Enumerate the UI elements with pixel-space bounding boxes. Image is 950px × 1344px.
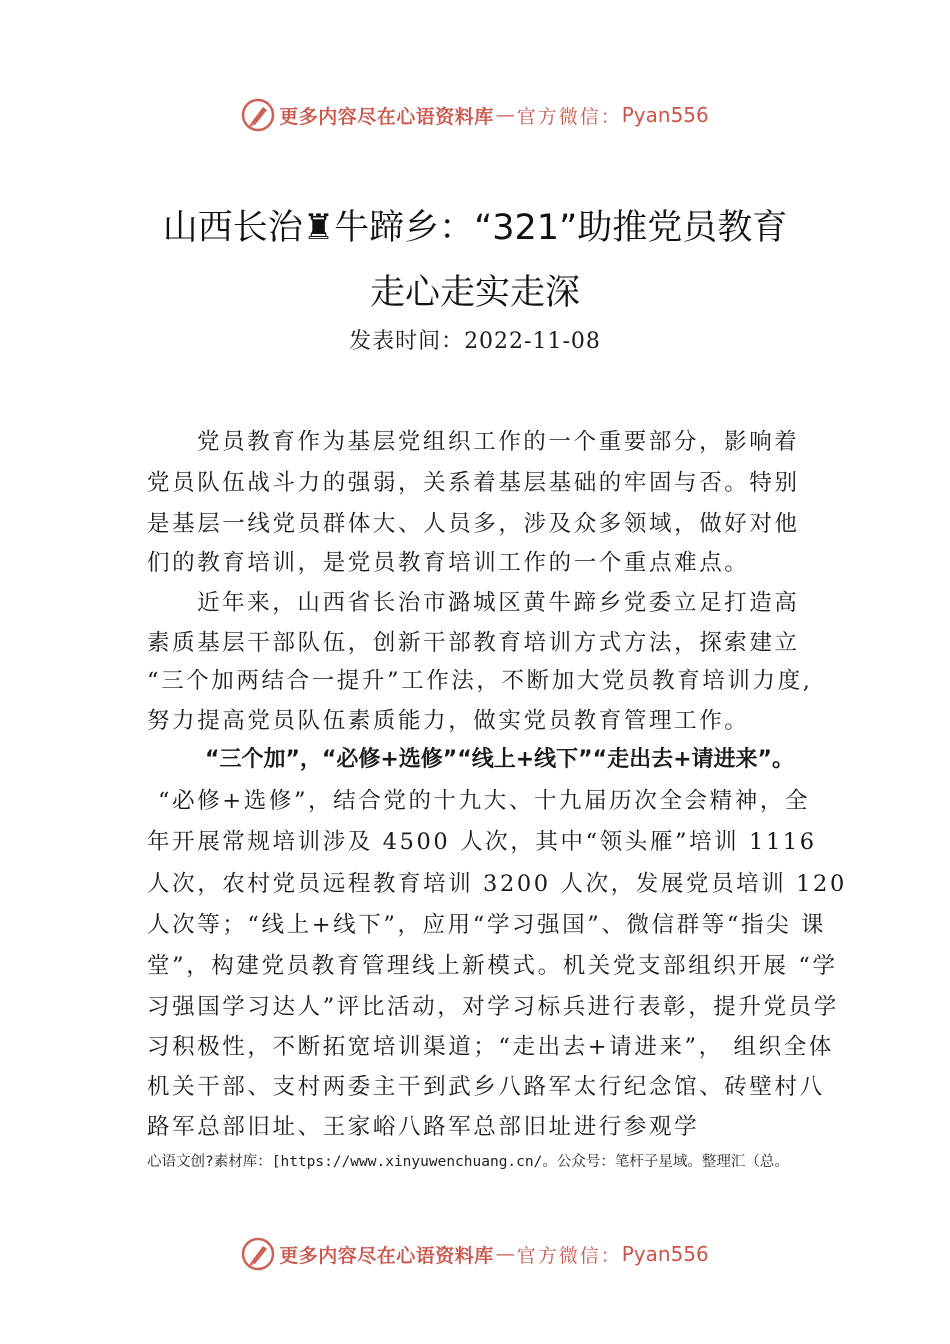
watermark-sub-text: 官方微信： <box>516 1244 622 1267</box>
watermark-main-text: 更多内容尽在心语资料库 <box>279 1244 494 1267</box>
body-line: 是基层一线党员群体大、人员多，涉及众多领域，做好对他 <box>147 511 800 537</box>
section-heading: “三个加”，“必修+选修”“线上+线下”“走出去+请进来”。 <box>205 747 794 772</box>
watermark-wechat-id: Pyan556 <box>621 103 709 127</box>
body-line: 近年来，山西省长治市潞城区黄牛蹄乡党委立足打造高 <box>197 590 800 616</box>
body-line: 机关干部、支村两委主干到武乡八路军太行纪念馆、砖壁村八 <box>147 1074 825 1100</box>
body-line: “必修+选修”，结合党的十九大、十九届历次全会精神，全 <box>158 788 811 814</box>
watermark-banner-bottom <box>0 1234 950 1274</box>
body-line: 习积极性，不断拓宽培训渠道；“走出去+请进来”， 组织全体 <box>147 1034 834 1060</box>
watermark-main-text: 更多内容尽在心语资料库 <box>279 105 494 128</box>
source-footnote: 心语文创?素材库：[https://www.xinyuwenchuang.cn/。公众号：笔杆子星域。整理汇（总。 <box>147 1154 789 1170</box>
document-title-line2: 走心走实走深 <box>369 273 580 313</box>
watermark-dash: — <box>495 104 515 126</box>
publish-date: 发表时间：2022-11-08 <box>349 329 601 354</box>
body-line: 们的教育培训，是党员教育培训工作的一个重点难点。 <box>147 550 750 576</box>
body-line: 年开展常规培训涉及 4500 人次，其中“领头雁”培训 1116 <box>147 829 817 855</box>
document-title-line1: 山西长治♜牛蹄乡：“321”助推党员教育 <box>162 208 788 248</box>
body-line: 路军总部旧址、王家峪八路军总部旧址进行参观学 <box>147 1114 700 1140</box>
body-line: 人次，农村党员远程教育培训 3200 人次，发展党员培训 120 <box>147 871 847 897</box>
watermark-dash: — <box>495 1243 515 1265</box>
body-line: 党员队伍战斗力的强弱，关系着基层基础的牢固与否。特别 <box>147 470 800 496</box>
body-line: 堂”，构建党员教育管理线上新模式。机关党支部组织开展 “学 <box>147 953 838 979</box>
watermark-banner-top <box>0 95 950 135</box>
body-line: 努力提高党员队伍素质能力，做实党员教育管理工作。 <box>147 708 750 734</box>
watermark-sub-text: 官方微信： <box>516 105 622 128</box>
body-line: 素质基层干部队伍，创新干部教育培训方式方法，探索建立 <box>147 630 800 656</box>
body-line: 人次等；“线上+线下”，应用“学习强国”、微信群等“指尖 课 <box>147 912 827 938</box>
pen-logo-icon <box>241 98 275 132</box>
body-line: 党员教育作为基层党组织工作的一个重要部分，影响着 <box>197 429 800 455</box>
pen-logo-icon <box>241 1237 275 1271</box>
body-line: “三个加两结合一提升”工作法，不断加大党员教育培训力度, <box>147 668 813 694</box>
watermark-wechat-id: Pyan556 <box>621 1242 709 1266</box>
body-line: 习强国学习达人”评比活动，对学习标兵进行表彰，提升党员学 <box>147 994 839 1020</box>
